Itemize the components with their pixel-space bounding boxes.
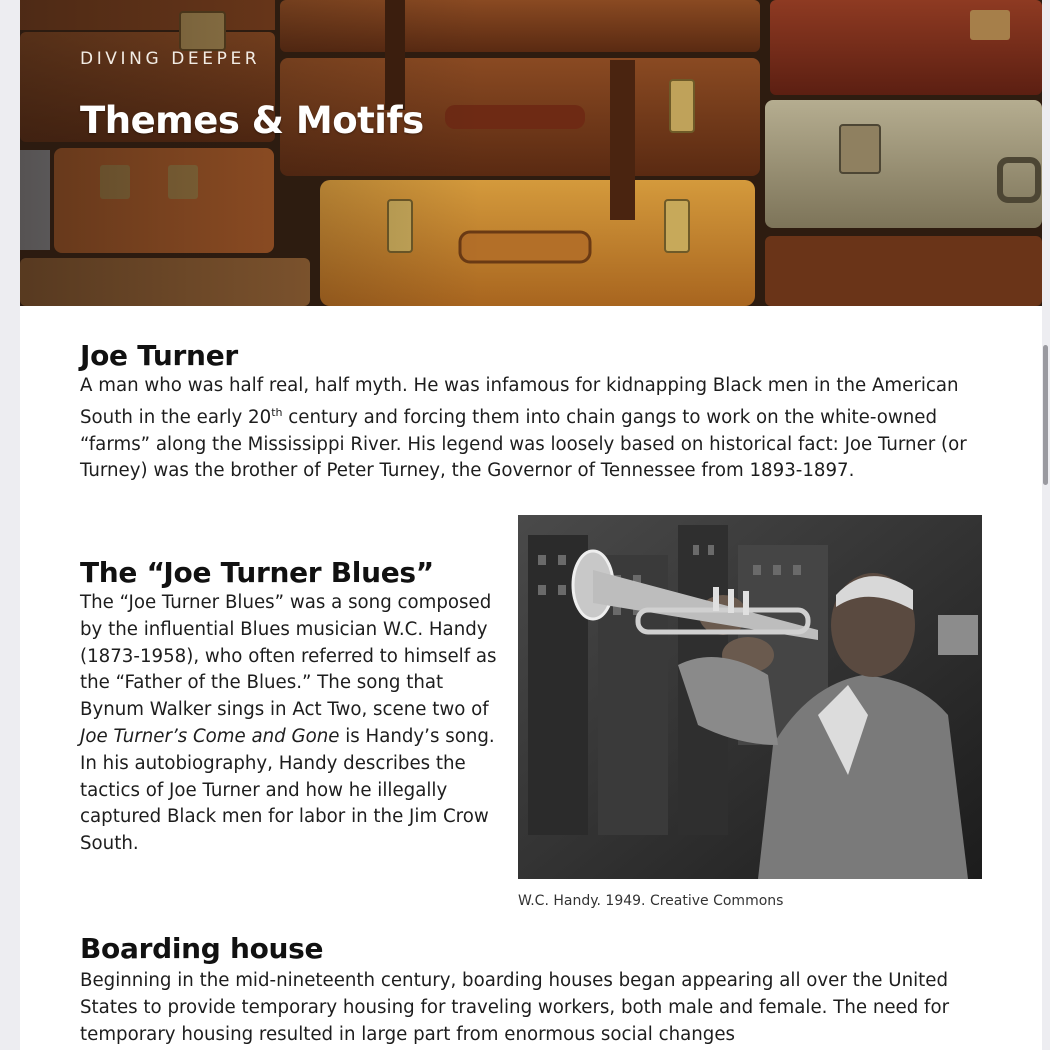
hero-banner (20, 0, 1042, 306)
section-text-joe-turner: A man who was half real, half myth. He was infamous for kidnapping Black men in the American South in the early 20th century and forcing them into chain gangs to work on the white-owned “farms” along the Mississippi River. His legend was loosely based on historical fact: Joe Turner (or Turney) was the brother of Peter Turney, the Governor of Tennessee from 1893-1897. (80, 375, 967, 482)
section-text-boarding-house: Beginning in the mid-nineteenth century, boarding houses began appearing all over the United States to provide temporary housing for traveling workers, both male and female. The need for temporary housing resulted in large part from enormous social changes (80, 970, 950, 1045)
page-title: Themes & Motifs (80, 99, 424, 142)
scrollbar-thumb[interactable] (1043, 345, 1048, 485)
article-page (20, 0, 1042, 1050)
photo-caption: W.C. Handy. 1949. Creative Commons (518, 893, 784, 909)
hero-kicker: DIVING DEEPER (80, 49, 261, 69)
section-heading-boarding-house: Boarding house (80, 932, 324, 965)
section-heading-blues: The “Joe Turner Blues” (80, 556, 434, 589)
wc-handy-photo (518, 515, 982, 879)
section-text-blues: The “Joe Turner Blues” was a song composed by the influential Blues musician W.C. Handy (1873-1958), who often referred to himself as the “Father of the Blues.” The song that Bynum Walker sings in Act Two, scene two of Joe Turner’s Come and Gone is Handy’s song. In his autobiography, Handy describes the tactics of Joe Turner and how he illegally captured Black men for labor in the Jim Crow South. (80, 592, 497, 855)
section-heading-joe-turner: Joe Turner (80, 339, 238, 372)
suitcases-image (20, 0, 1042, 306)
